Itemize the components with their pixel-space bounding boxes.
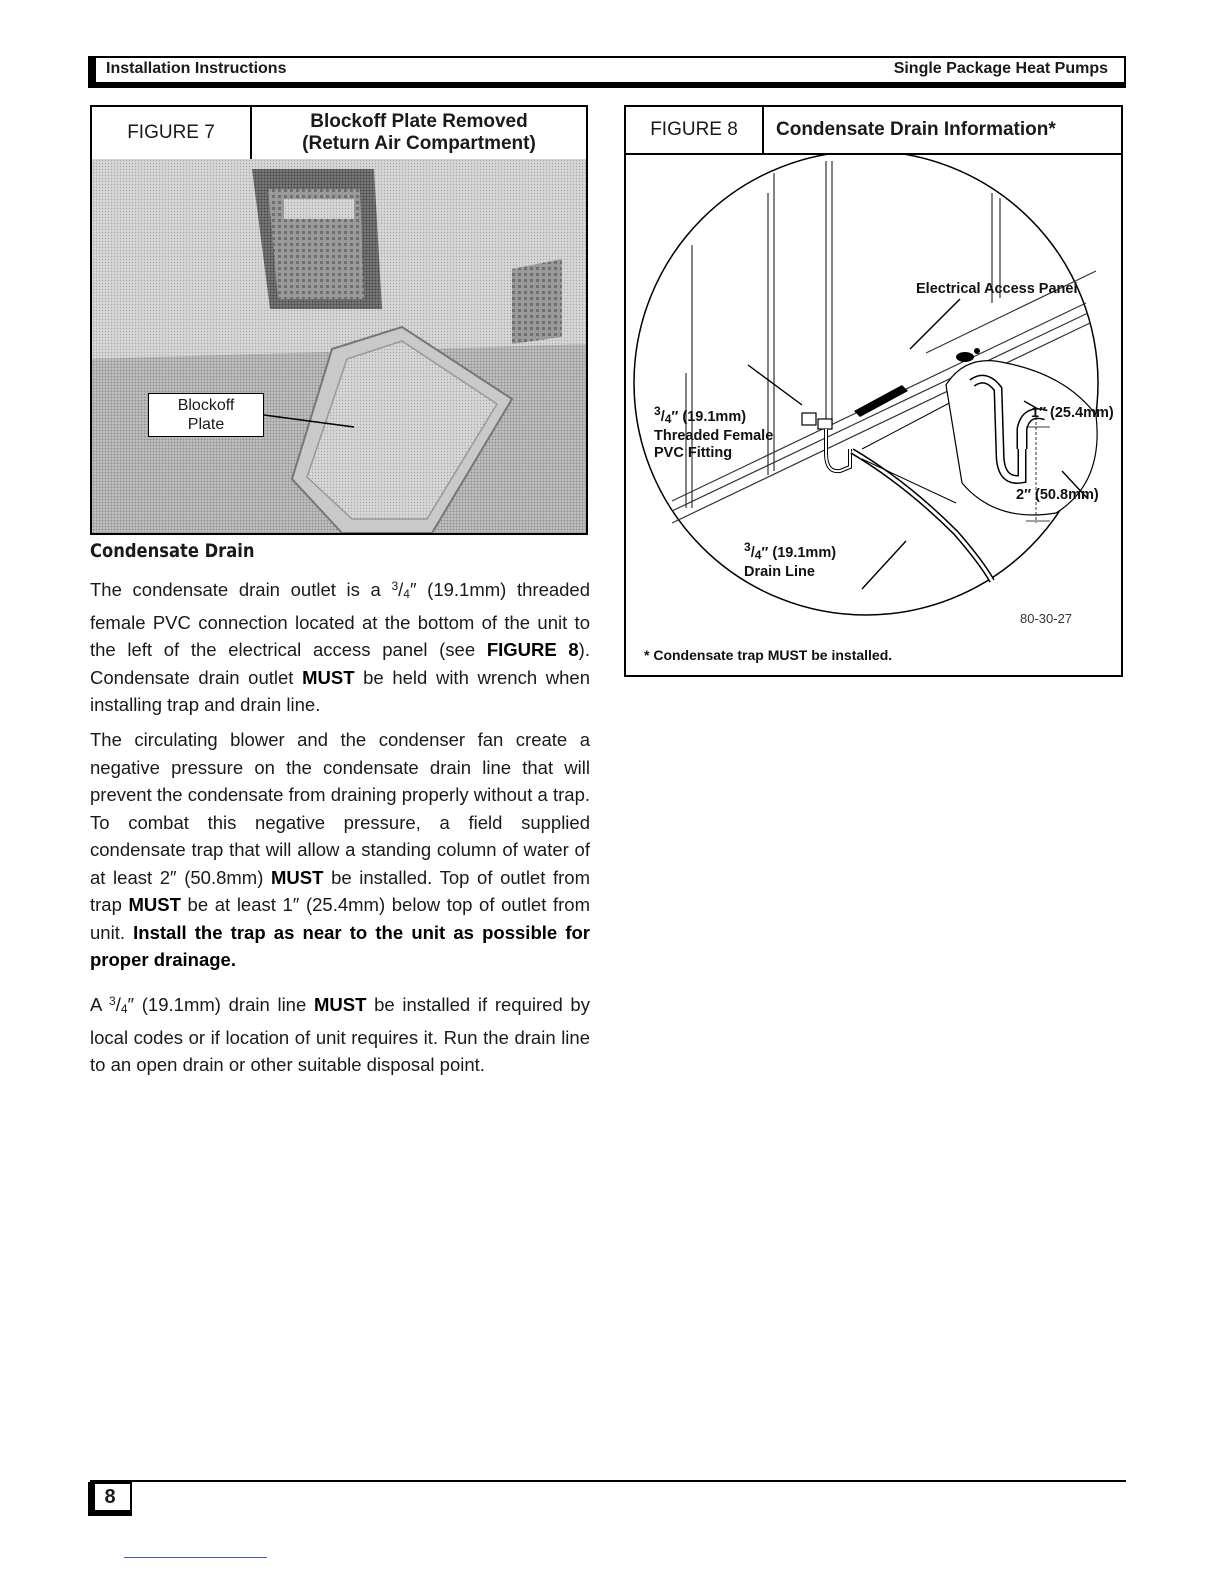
figure-8-code: 80-30-27 xyxy=(1020,611,1073,626)
p1-text-a: The condensate drain outlet is a xyxy=(90,579,392,600)
blockoff-callout-line2: Plate xyxy=(187,416,225,433)
p2-bold-instruction: Install the trap as near to the unit as possible for proper drainage. xyxy=(90,921,590,970)
paragraph-drain-outlet: The condensate drain outlet is a $^3/_4''$ (19.1mm) threaded female PVC connection located at the bottom of the unit to the left of the electrical access panel (see FIGURE 8). Condensate drain outlet MUST be held with wrench when installing trap and drain line. xyxy=(90,579,591,715)
drain-size: ″ (19.1mm) xyxy=(761,545,837,561)
p2-must-1: MUST xyxy=(271,866,324,888)
blockoff-photo-illustration xyxy=(92,159,586,533)
p2-text-b: be installed. Top of outlet from trap xyxy=(90,866,590,915)
paragraph-negative-pressure xyxy=(90,726,590,974)
figure-7-header xyxy=(92,107,586,161)
p3-fraction-denominator: 4 xyxy=(120,1002,128,1016)
electrical-access-panel-label: Electrical Access Panel xyxy=(916,281,1078,297)
page-number xyxy=(88,1482,132,1512)
figure-7-title-line1: Blockoff Plate Removed xyxy=(310,111,528,132)
p1-text-c: ). Condensate drain outlet xyxy=(90,639,590,688)
page-number-accent xyxy=(88,1482,95,1512)
drain-fraction-denominator: 4 xyxy=(754,548,762,562)
figure-7 xyxy=(90,105,588,535)
fitting-size: ″ (19.1mm) xyxy=(671,409,747,425)
fitting-fraction-denominator: 4 xyxy=(664,412,672,426)
header-right-title: Single Package Heat Pumps xyxy=(893,60,1108,77)
section-title-condensate-drain: Condensate Drain xyxy=(90,540,255,562)
condensate-trap-note: * Condensate trap MUST be installed. xyxy=(644,647,893,663)
figure-7-title-line2: (Return Air Compartment) xyxy=(302,133,536,154)
p3-text-a: A xyxy=(90,994,110,1015)
figure-7-number: FIGURE 7 xyxy=(92,107,252,159)
one-inch-dimension-label: 1″ (25.4mm) xyxy=(1031,405,1114,421)
p1-must: MUST xyxy=(302,666,355,688)
p2-text-a: The circulating blower and the condenser fan create a negative pressure on the condensate drain line that will prevent the condensate from draining properly without a trap. To combat this negative pressure, a field supplied condensate trap that will allow a standing column of water of at least 2″ (50.8mm) xyxy=(90,729,590,888)
figure-8-number: FIGURE 8 xyxy=(626,107,764,153)
figure-8 xyxy=(624,105,1123,677)
header-bar-accent xyxy=(88,56,96,86)
page-number-shadow xyxy=(88,1511,132,1516)
p2-text-c: be at least 1″ (25.4mm) below top of outlet from unit. xyxy=(90,894,590,943)
threaded-fitting-label: $^3/_4''$ (19.1mm) Threaded Female PVC Fitting xyxy=(654,404,774,461)
figure-8-title: Condensate Drain Information* xyxy=(776,119,1056,140)
page-number-text: 8 xyxy=(104,1486,116,1508)
p1-fraction-numerator: 3 xyxy=(391,579,399,593)
p3-text-b: ″ (19.1mm) drain line xyxy=(127,994,314,1015)
p3-text-c: be installed if required by local codes or if location of unit requires it. Run the drain line to an open drain or other suitable disposal point. xyxy=(90,994,590,1075)
drain-line-label: $^3/_4''$ (19.1mm) Drain Line xyxy=(744,540,837,580)
header-bar-shadow xyxy=(88,83,1126,88)
p3-fraction-numerator: 3 xyxy=(109,994,116,1008)
figure-7-photo xyxy=(92,159,586,533)
p3-must: MUST xyxy=(313,994,367,1015)
p1-text-b: ″ (19.1mm) threaded female PVC connection located at the bottom of the unit to the left of the electrical access panel (see xyxy=(90,579,591,660)
figure-7-title xyxy=(252,107,586,159)
drain-fraction-numerator: 3 xyxy=(744,540,751,554)
page-header xyxy=(88,56,1126,84)
figure-8-header xyxy=(626,107,1121,155)
figure-8-reference: FIGURE 8 xyxy=(486,639,579,660)
drain-line2: Drain Line xyxy=(744,564,815,580)
p1-text-d: be held with wrench when installing trap and drain line. xyxy=(90,666,590,715)
header-left-title: Installation Instructions xyxy=(106,60,287,77)
blockoff-plate-callout xyxy=(148,393,264,437)
p1-fraction-denominator: 4 xyxy=(403,587,410,601)
footer-rule xyxy=(90,1480,1126,1482)
fitting-line2: Threaded Female xyxy=(654,428,774,444)
footer-link-underline xyxy=(124,1557,267,1558)
fitting-fraction-numerator: 3 xyxy=(654,404,661,418)
paragraph-drain-line: A $^3/_4''$ (19.1mm) drain line MUST be installed if required by local codes or if location of unit requires it. Run the drain line to an open drain or other suitable disposal point. xyxy=(90,994,590,1075)
condensate-drain-diagram xyxy=(626,153,1121,673)
fitting-line3: PVC Fitting xyxy=(654,445,733,461)
p2-must-2: MUST xyxy=(128,894,181,915)
two-inch-dimension-label: 2″ (50.8mm) xyxy=(1016,487,1099,503)
blockoff-callout-line1: Blockoff xyxy=(177,397,235,414)
